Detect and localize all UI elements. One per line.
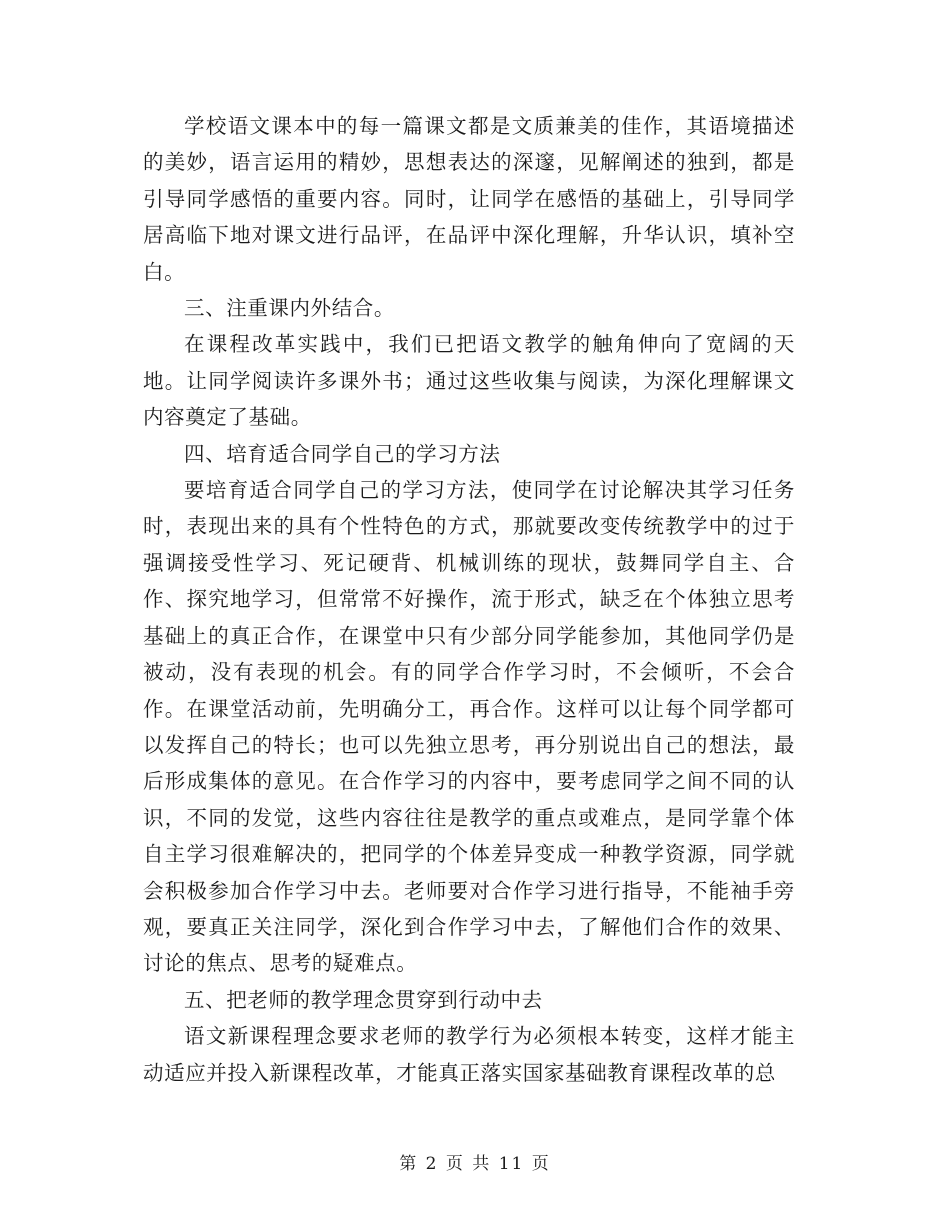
paragraph-extracurricular: 在课程改革实践中，我们已把语文教学的触角伸向了宽阔的天地。让同学阅读许多课外书；通过这些收集与阅读，为深化理解课文内容奠定了基础。 — [143, 332, 795, 430]
section-heading-3: 三、注重课内外结合。 — [184, 296, 395, 321]
paragraph-learning-methods: 要培育适合同学自己的学习方法，使同学在讨论解决其学习任务时，表现出来的具有个性特色的方式，那就要改变传统教学中的过于强调接受性学习、死记硬背、机械训练的现状，鼓舞同学自主、合作、探究地学习，但常常不好操作，流于形式，缺乏在个体独立思考基础上的真正合作，在课堂中只有少部分同学能参加，其他同学仍是被动，没有表现的机会。有的同学合作学习时，不会倾听，不会合作。在课堂活动前，先明确分工，再合作。这样可以让每个同学都可以发挥自己的特长；也可以先独立思考，再分别说出自己的想法，最后形成集体的意见。在合作学习的内容中，要考虑同学之间不同的认识，不同的发觉，这些内容往往是教学的重点或难点，是同学靠个体自主学习很难解决的，把同学的个体差异变成一种教学资源，同学就会积极参加合作学习中去。老师要对合作学习进行指导，不能袖手旁观，要真正关注同学，深化到合作学习中去，了解他们合作的效果、讨论的焦点、思考的疑难点。 — [143, 478, 795, 976]
section-heading-5: 五、把老师的教学理念贯穿到行动中去 — [184, 987, 543, 1012]
document-body — [143, 108, 795, 1091]
paragraph-appreciation: 学校语文课本中的每一篇课文都是文质兼美的佳作，其语境描述的美妙，语言运用的精妙，思想表达的深邃，见解阐述的独到，都是引导同学感悟的重要内容。同时，让同学在感悟的基础上，引导同学居高临下地对课文进行品评，在品评中深化理解，升华认识，填补空白。 — [143, 114, 795, 284]
paragraph-teaching-philosophy: 语文新课程理念要求老师的教学行为必须根本转变，这样才能主动适应并投入新课程改革，才能真正落实国家基础教育课程改革的总 — [143, 1024, 795, 1085]
page-number-footer: 第 2 页 共 11 页 — [399, 1154, 551, 1174]
section-heading-4: 四、培育适合同学自己的学习方法 — [184, 441, 501, 466]
